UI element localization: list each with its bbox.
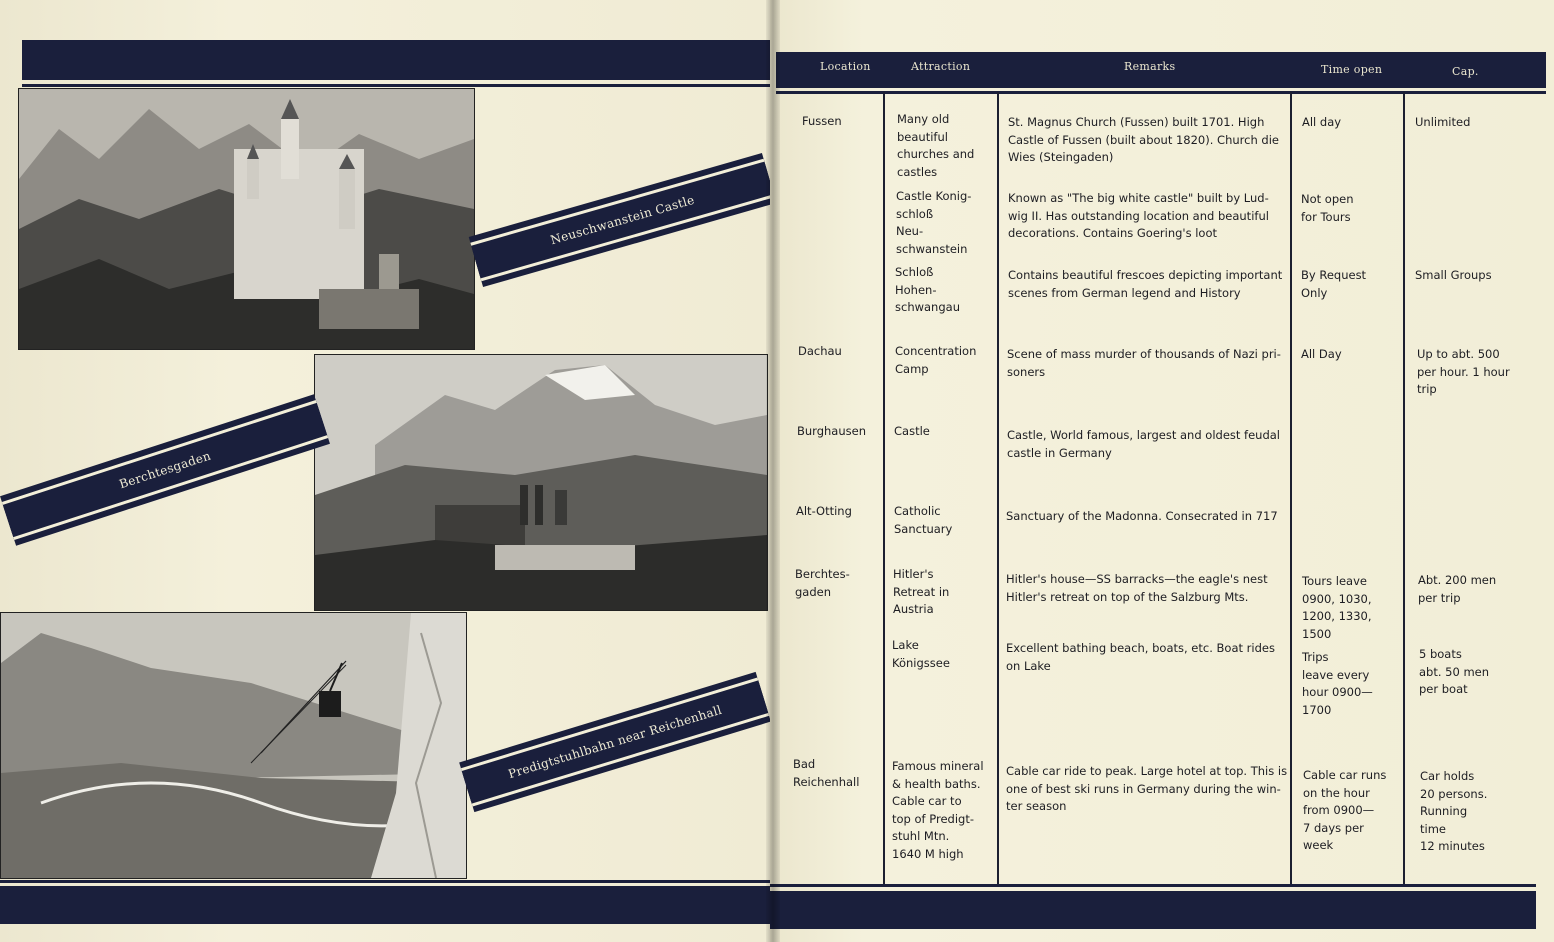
column-divider xyxy=(1290,92,1292,887)
cell-attraction: Famous mineral & health baths. Cable car to top of Predigt- stuhl Mtn. 1640 M high xyxy=(892,759,984,861)
column-divider xyxy=(997,92,999,887)
cell-location: Dachau xyxy=(798,344,842,358)
cell-cap: Unlimited xyxy=(1415,115,1471,129)
cell-time-open: All day xyxy=(1302,115,1342,129)
cell-remarks: Hitler's house—SS barracks—the eagle's nest Hitler's retreat on top of the Salzburg Mts. xyxy=(1006,572,1268,604)
predigtstuhlbahn-caption: Predigtstuhlbahn near Reichenhall xyxy=(461,678,769,807)
bottom-band xyxy=(0,886,770,924)
cell-cap: 5 boats abt. 50 men per boat xyxy=(1419,647,1490,696)
column-divider xyxy=(883,92,885,887)
cell-attraction: Schloß Hohen- schwangau xyxy=(895,265,960,314)
header-rule xyxy=(776,91,1546,94)
cell-remarks: Cable car ride to peak. Large hotel at top. This is one of best ski runs in Germany during the win- ter season xyxy=(1006,764,1288,813)
predigtstuhlbahn-photo xyxy=(0,612,467,879)
cell-time-open: All Day xyxy=(1301,347,1342,361)
cell-attraction: Concentration Camp xyxy=(895,344,977,376)
cell-time-open: Tours leave 0900, 1030, 1200, 1330, 1500 xyxy=(1302,574,1372,641)
cell-attraction: Castle xyxy=(894,424,930,438)
cell-location: Alt-Otting xyxy=(796,504,852,518)
cell-cap: Abt. 200 men per trip xyxy=(1418,573,1497,605)
cell-attraction: Castle Konig- schloß Neu- schwanstein xyxy=(896,189,972,256)
cell-remarks: St. Magnus Church (Fussen) built 1701. High Castle of Fussen (built about 1820). Church die Wies (Steingaden) xyxy=(1008,115,1279,164)
cell-location: Berchtes- gaden xyxy=(795,567,850,599)
cell-remarks: Excellent bathing beach, boats, etc. Boat rides on Lake xyxy=(1006,641,1275,673)
cell-attraction: Catholic Sanctuary xyxy=(894,504,953,536)
cell-location: Bad Reichenhall xyxy=(793,757,860,789)
neuschwanstein-photo xyxy=(18,88,475,350)
top-band-rule xyxy=(22,84,778,87)
footer-rule xyxy=(770,884,1536,887)
cell-time-open: Not open for Tours xyxy=(1301,192,1354,224)
book-fold xyxy=(766,0,780,942)
cell-attraction: Lake Königssee xyxy=(892,638,950,670)
cell-attraction: Many old beautiful churches and castles xyxy=(897,112,975,179)
footer-band xyxy=(770,891,1536,929)
cell-time-open: By Request Only xyxy=(1301,268,1367,300)
header-attraction: Attraction xyxy=(911,60,971,73)
cell-remarks: Sanctuary of the Madonna. Consecrated in 717 xyxy=(1006,509,1278,523)
cell-attraction: Hitler's Retreat in Austria xyxy=(893,567,950,616)
bottom-band-rule xyxy=(0,880,770,883)
cell-cap: Up to abt. 500 per hour. 1 hour trip xyxy=(1417,347,1510,396)
cell-remarks: Castle, World famous, largest and oldest feudal castle in Germany xyxy=(1007,428,1281,460)
berchtesgaden-photo xyxy=(314,354,768,611)
berchtesgaden-caption: Berchtesgaden xyxy=(2,400,328,540)
header-time-open: Time open xyxy=(1321,63,1383,76)
cell-remarks: Known as "The big white castle" built by Lud- wig II. Has outstanding location and beautiful decorations. Contains Goering's loot xyxy=(1008,191,1269,240)
right-page xyxy=(770,0,1554,942)
header-location: Location xyxy=(820,60,871,73)
header-cap: Cap. xyxy=(1452,65,1479,78)
column-divider xyxy=(1403,92,1405,887)
cell-cap: Car holds 20 persons. Running time 12 minutes xyxy=(1420,769,1488,853)
cell-time-open: Trips leave every hour 0900— 1700 xyxy=(1302,650,1373,717)
cell-remarks: Scene of mass murder of thousands of Nazi pri- soners xyxy=(1007,347,1281,379)
top-band xyxy=(22,40,778,80)
cell-time-open: Cable car runs on the hour from 0900— 7 days per week xyxy=(1303,768,1387,852)
cell-location: Burghausen xyxy=(797,424,866,438)
header-remarks: Remarks xyxy=(1124,60,1176,73)
cell-cap: Small Groups xyxy=(1415,268,1492,282)
cell-remarks: Contains beautiful frescoes depicting important scenes from German legend and History xyxy=(1008,268,1283,300)
neuschwanstein-caption: Neuschwanstein Castle xyxy=(470,159,774,282)
cell-location: Fussen xyxy=(802,114,842,128)
